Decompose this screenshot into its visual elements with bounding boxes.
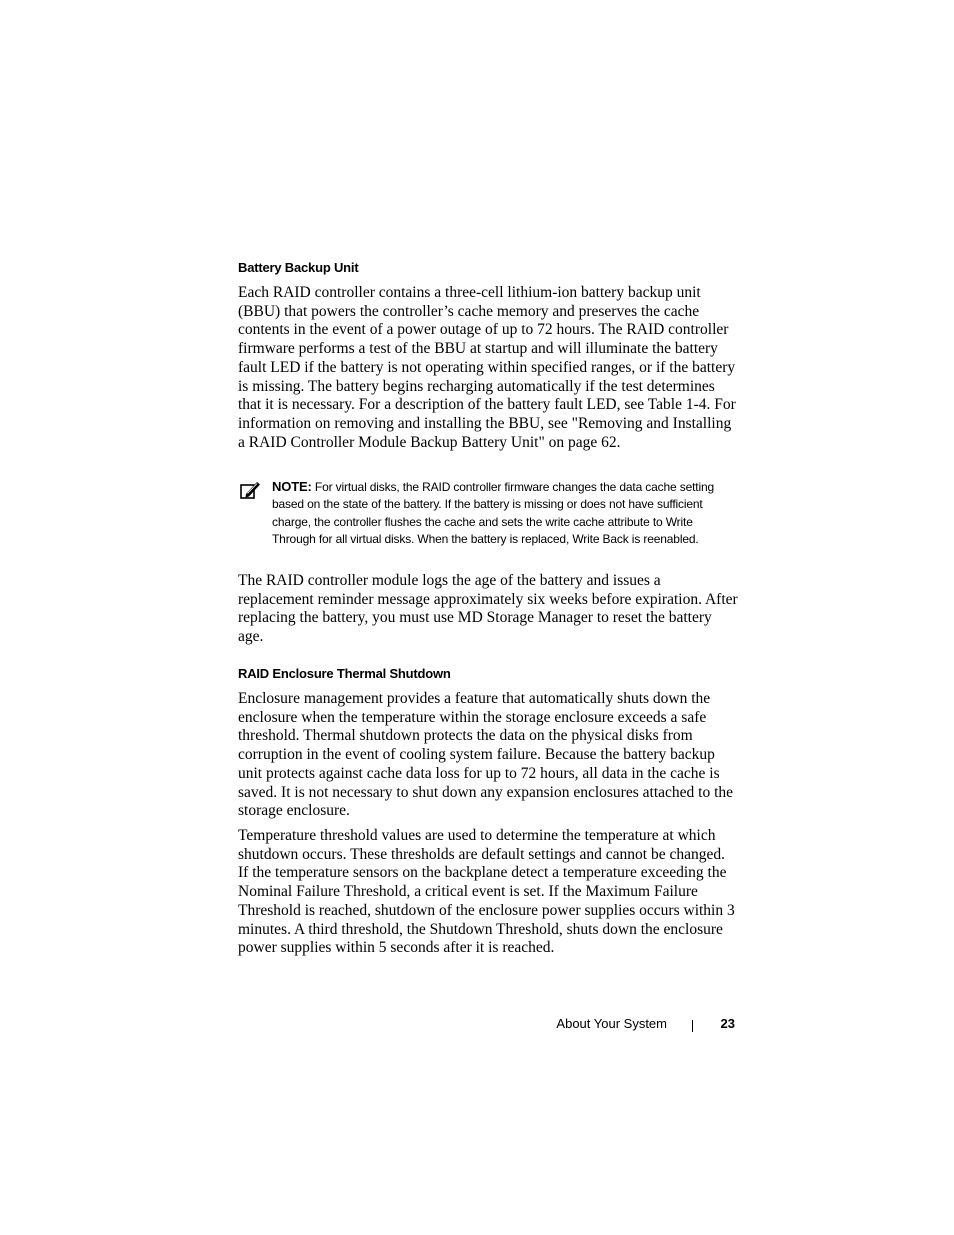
note-body: For virtual disks, the RAID controller firmware changes the data cache setting based on the state of the battery. If the battery is missing or does not have sufficient charge, the controller flushes the cache and sets the write cache attribute to Write Through for all virtual disks. When the battery is replaced, Write Back is reenabled.: [272, 480, 715, 547]
paragraph-enclosure-management: Enclosure management provides a feature that automatically shuts down the enclosure when the temperature within the storage enclosure exceeds a safe threshold. Thermal shutdown protects the data on the physical disks from corruption in the event of cooling system failure. Because the battery backup unit protects against cache data loss for up to 72 hours, all data in the cache is saved. It is not necessary to shut down any expansion enclosures attached to the storage enclosure.: [238, 690, 734, 820]
section-heading-battery-backup-unit: Battery Backup Unit: [238, 260, 359, 275]
section-heading-thermal-shutdown: RAID Enclosure Thermal Shutdown: [238, 666, 451, 681]
paragraph-bbu-description: Each RAID controller contains a three-cell lithium-ion battery backup unit (BBU) that powers the controller’s cache memory and preserves the cache contents in the event of a power outage of up to 72 hours. The RAID controller firmware performs a test of the BBU at startup and will illuminate the battery fault LED if the battery is not operating within specified ranges, or if the battery is missing. The battery begins recharging automatically if the test determines that it is necessary. For a description of the battery fault LED, see Table 1-4. For information on removing and installing the BBU, see "Removing and Installing a RAID Controller Module Backup Battery Unit" on page 62.: [238, 284, 736, 451]
page-footer: [238, 1015, 735, 1033]
page-number: 23: [720, 1016, 735, 1031]
footer-chapter-title: About Your System: [556, 1016, 667, 1031]
note-text: [272, 478, 736, 549]
paragraph-battery-age: The RAID controller module logs the age of the battery and issues a replacement reminder message approximately six weeks before expiration. After replacing the battery, you must use MD Storage Manager to reset the battery age.: [238, 572, 738, 646]
pencil-note-icon: [240, 480, 262, 500]
note-label: NOTE:: [272, 479, 312, 494]
paragraph-temperature-thresholds: Temperature threshold values are used to determine the temperature at which shutdown occurs. These thresholds are default settings and cannot be changed. If the temperature sensors on the backplane detect a temperature exceeding the Nominal Failure Threshold, a critical event is set. If the Maximum Failure Threshold is reached, shutdown of the enclosure power supplies occurs within 3 minutes. A third threshold, the Shutdown Threshold, shuts down the enclosure power supplies within 5 seconds after it is reached.: [238, 827, 735, 957]
footer-separator: [692, 1020, 693, 1032]
